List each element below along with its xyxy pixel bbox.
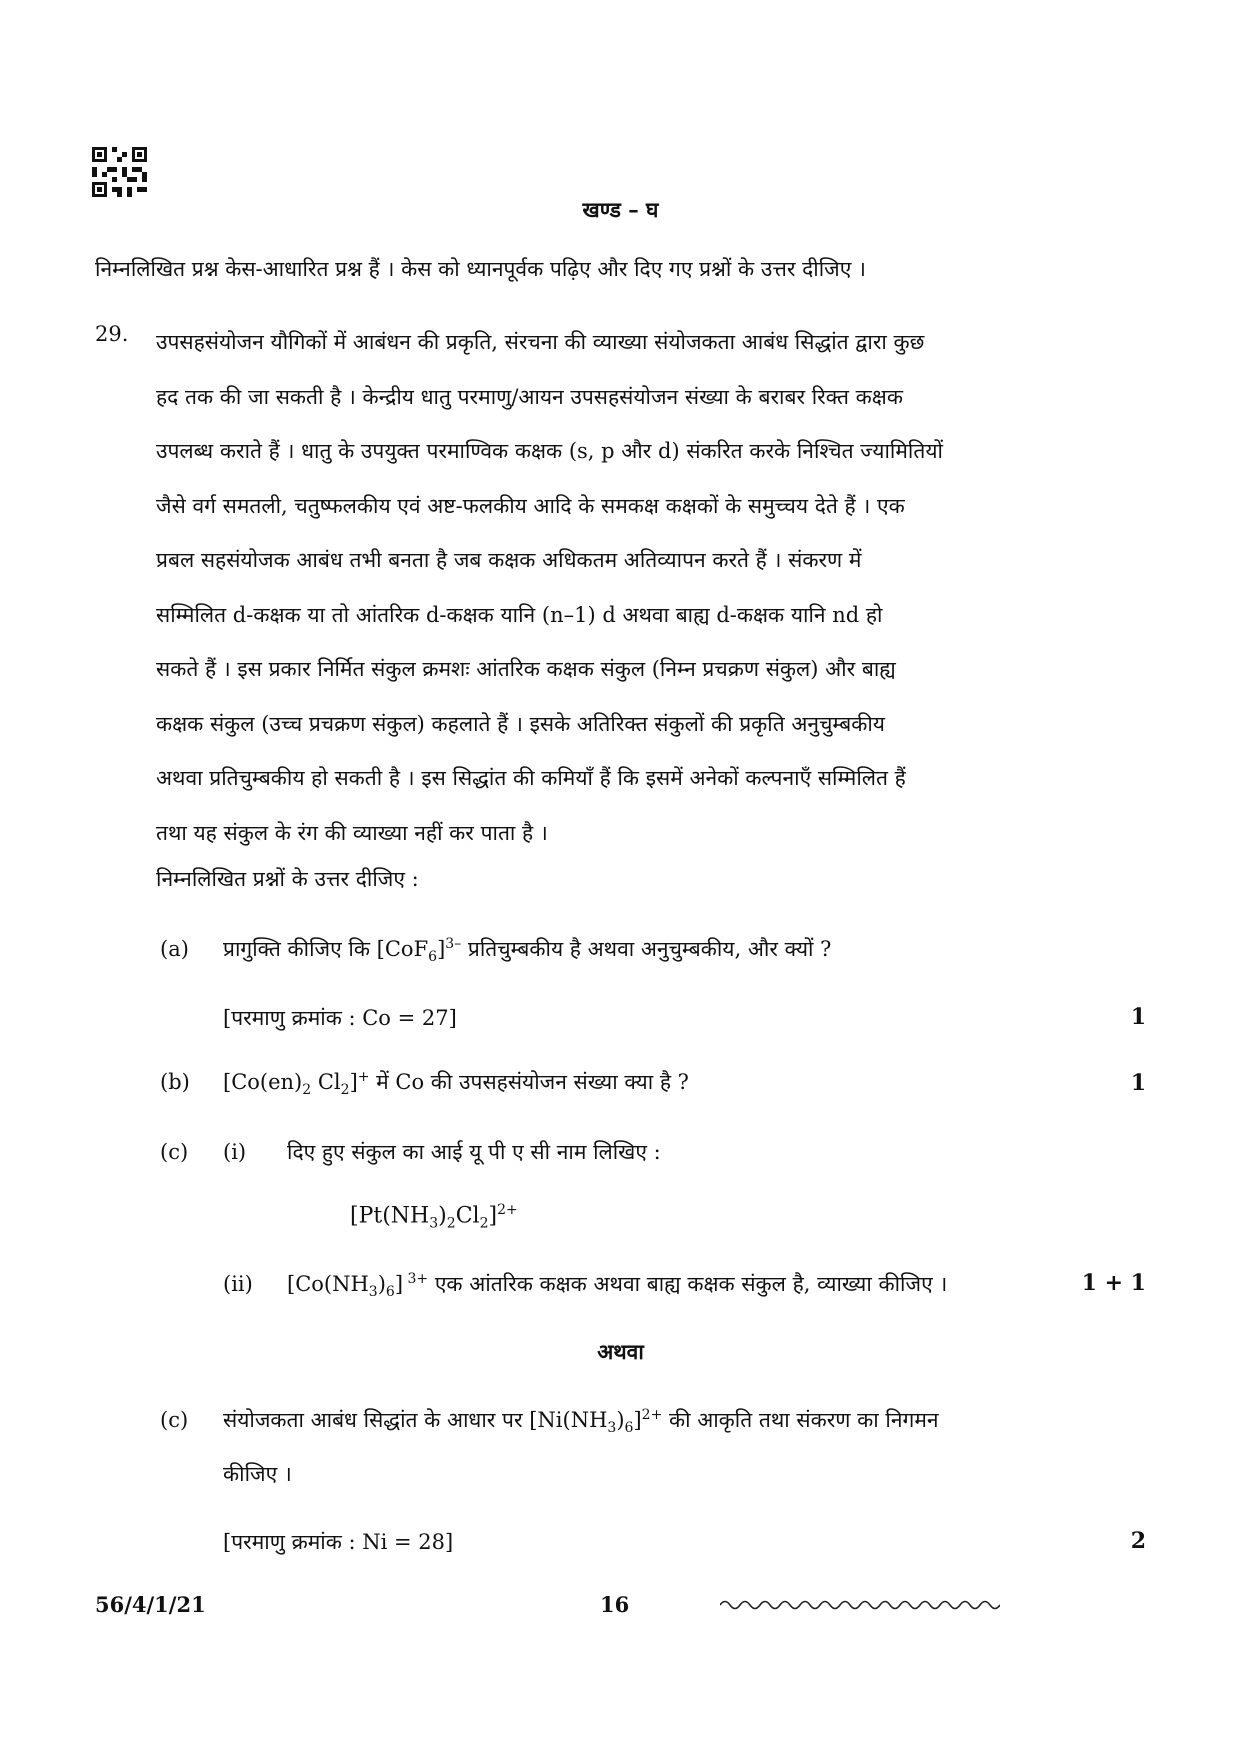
part-c-alt-question: संयोजकता आबंध सिद्धांत के आधार पर $[Ni(NH_3)_6]^{2+}$ की आकृति तथा संकरण का निगमन: [223, 1407, 939, 1437]
part-c-alt-marks: 2: [1130, 1528, 1146, 1554]
part-a-atomic-number: [परमाणु क्रमांक : Co = 27]: [223, 1006, 457, 1030]
passage-line: जैसे वर्ग समतली, चतुष्फलकीय एवं अष्ट-फलकीय आदि के समकक्ष कक्षकों के समुच्चय देते हैं । एक: [156, 493, 905, 518]
part-b-label: (b): [160, 1070, 190, 1094]
passage-line: उपलब्ध कराते हैं । धातु के उपयुक्त परमाण्विक कक्षक (s, p और d) संकरित करके निश्चित ज्यामितियों: [156, 439, 943, 463]
part-c-i-formula: $[Pt(NH_3)_2Cl_2]^{2+}$: [350, 1202, 518, 1232]
passage-line: तथा यह संकुल के रंग की व्याख्या नहीं कर पाता है ।: [156, 820, 548, 845]
part-c-alt-question-line2: कीजिए ।: [223, 1462, 292, 1486]
page-number: 16: [600, 1592, 630, 1617]
wavy-line-decoration: [720, 1598, 1000, 1612]
part-a-label: (a): [160, 937, 189, 961]
part-a-question: प्रागुक्ति कीजिए कि $[CoF_6]^{3-}$ प्रतिचुम्बकीय है अथवा अनुचुम्बकीय, और क्यों ?: [223, 936, 832, 966]
passage-line: उपसहसंयोजन यौगिकों में आबंधन की प्रकृति, संरचना की व्याख्या संयोजकता आबंध सिद्धांत द्वारा कुछ: [156, 330, 925, 354]
passage-line: अथवा प्रतिचुम्बकीय हो सकती है । इस सिद्धांत की कमियाँ हैं कि इसमें अनेकों कल्पनाएँ सम्मिलित हैं: [156, 766, 906, 790]
part-b-question: [$Co(en)_2$ $Cl_2]^+$ में Co की उपसहसंयोजन संख्या क्या है ?: [223, 1069, 689, 1099]
part-c-i-question: दिए हुए संकुल का आई यू पी ए सी नाम लिखिए :: [287, 1140, 661, 1164]
part-c-alt-label: (c): [160, 1408, 189, 1432]
part-a-marks: 1: [1130, 1004, 1146, 1030]
passage-line: हद तक की जा सकती है । केन्द्रीय धातु परमाणु/आयन उपसहसंयोजन संख्या के बराबर रिक्त कक्षक: [156, 384, 903, 409]
question-number: 29.: [95, 322, 129, 346]
paper-code: 56/4/1/21: [95, 1592, 206, 1617]
passage-line: कक्षक संकुल (उच्च प्रचक्रण संकुल) कहलाते हैं । इसके अतिरिक्त संकुलों की प्रकृति अनुचुम्बकीय: [156, 711, 885, 736]
part-b-marks: 1: [1130, 1070, 1146, 1096]
part-c-label: (c): [160, 1140, 189, 1164]
part-c-ii-question: $[Co(NH_3)_6]$ $^{3+}$ एक आंतरिक कक्षक अथवा बाह्य कक्षक संकुल है, व्याख्या कीजिए ।: [287, 1271, 948, 1301]
part-c-alt-atomic-number: [परमाणु क्रमांक : Ni = 28]: [223, 1530, 454, 1554]
or-separator: अथवा: [597, 1339, 644, 1364]
passage-line: सकते हैं । इस प्रकार निर्मित संकुल क्रमशः आंतरिक कक्षक संकुल (निम्न प्रचक्रण संकुल) और बाह्य: [156, 657, 896, 681]
qr-code: [92, 146, 147, 198]
passage-line: सम्मिलित d-कक्षक या तो आंतरिक d-कक्षक यानि (n–1) d अथवा बाह्य d-कक्षक यानि nd हो: [156, 602, 883, 627]
instruction-text: निम्नलिखित प्रश्न केस-आधारित प्रश्न हैं । केस को ध्यानपूर्वक पढ़िए और दिए गए प्रश्नों के उत्तर दीजिए ।: [95, 257, 866, 281]
part-c-i-label: (i): [223, 1140, 247, 1164]
part-c-ii-label: (ii): [223, 1272, 253, 1296]
section-title: खण्ड – घ: [582, 197, 659, 222]
prompt-text: निम्नलिखित प्रश्नों के उत्तर दीजिए :: [156, 867, 419, 891]
case-passage: [156, 315, 1086, 860]
part-c-marks: 1 + 1: [1081, 1270, 1146, 1296]
passage-line: प्रबल सहसंयोजक आबंध तभी बनता है जब कक्षक अधिकतम अतिव्यापन करते हैं । संकरण में: [156, 548, 862, 572]
